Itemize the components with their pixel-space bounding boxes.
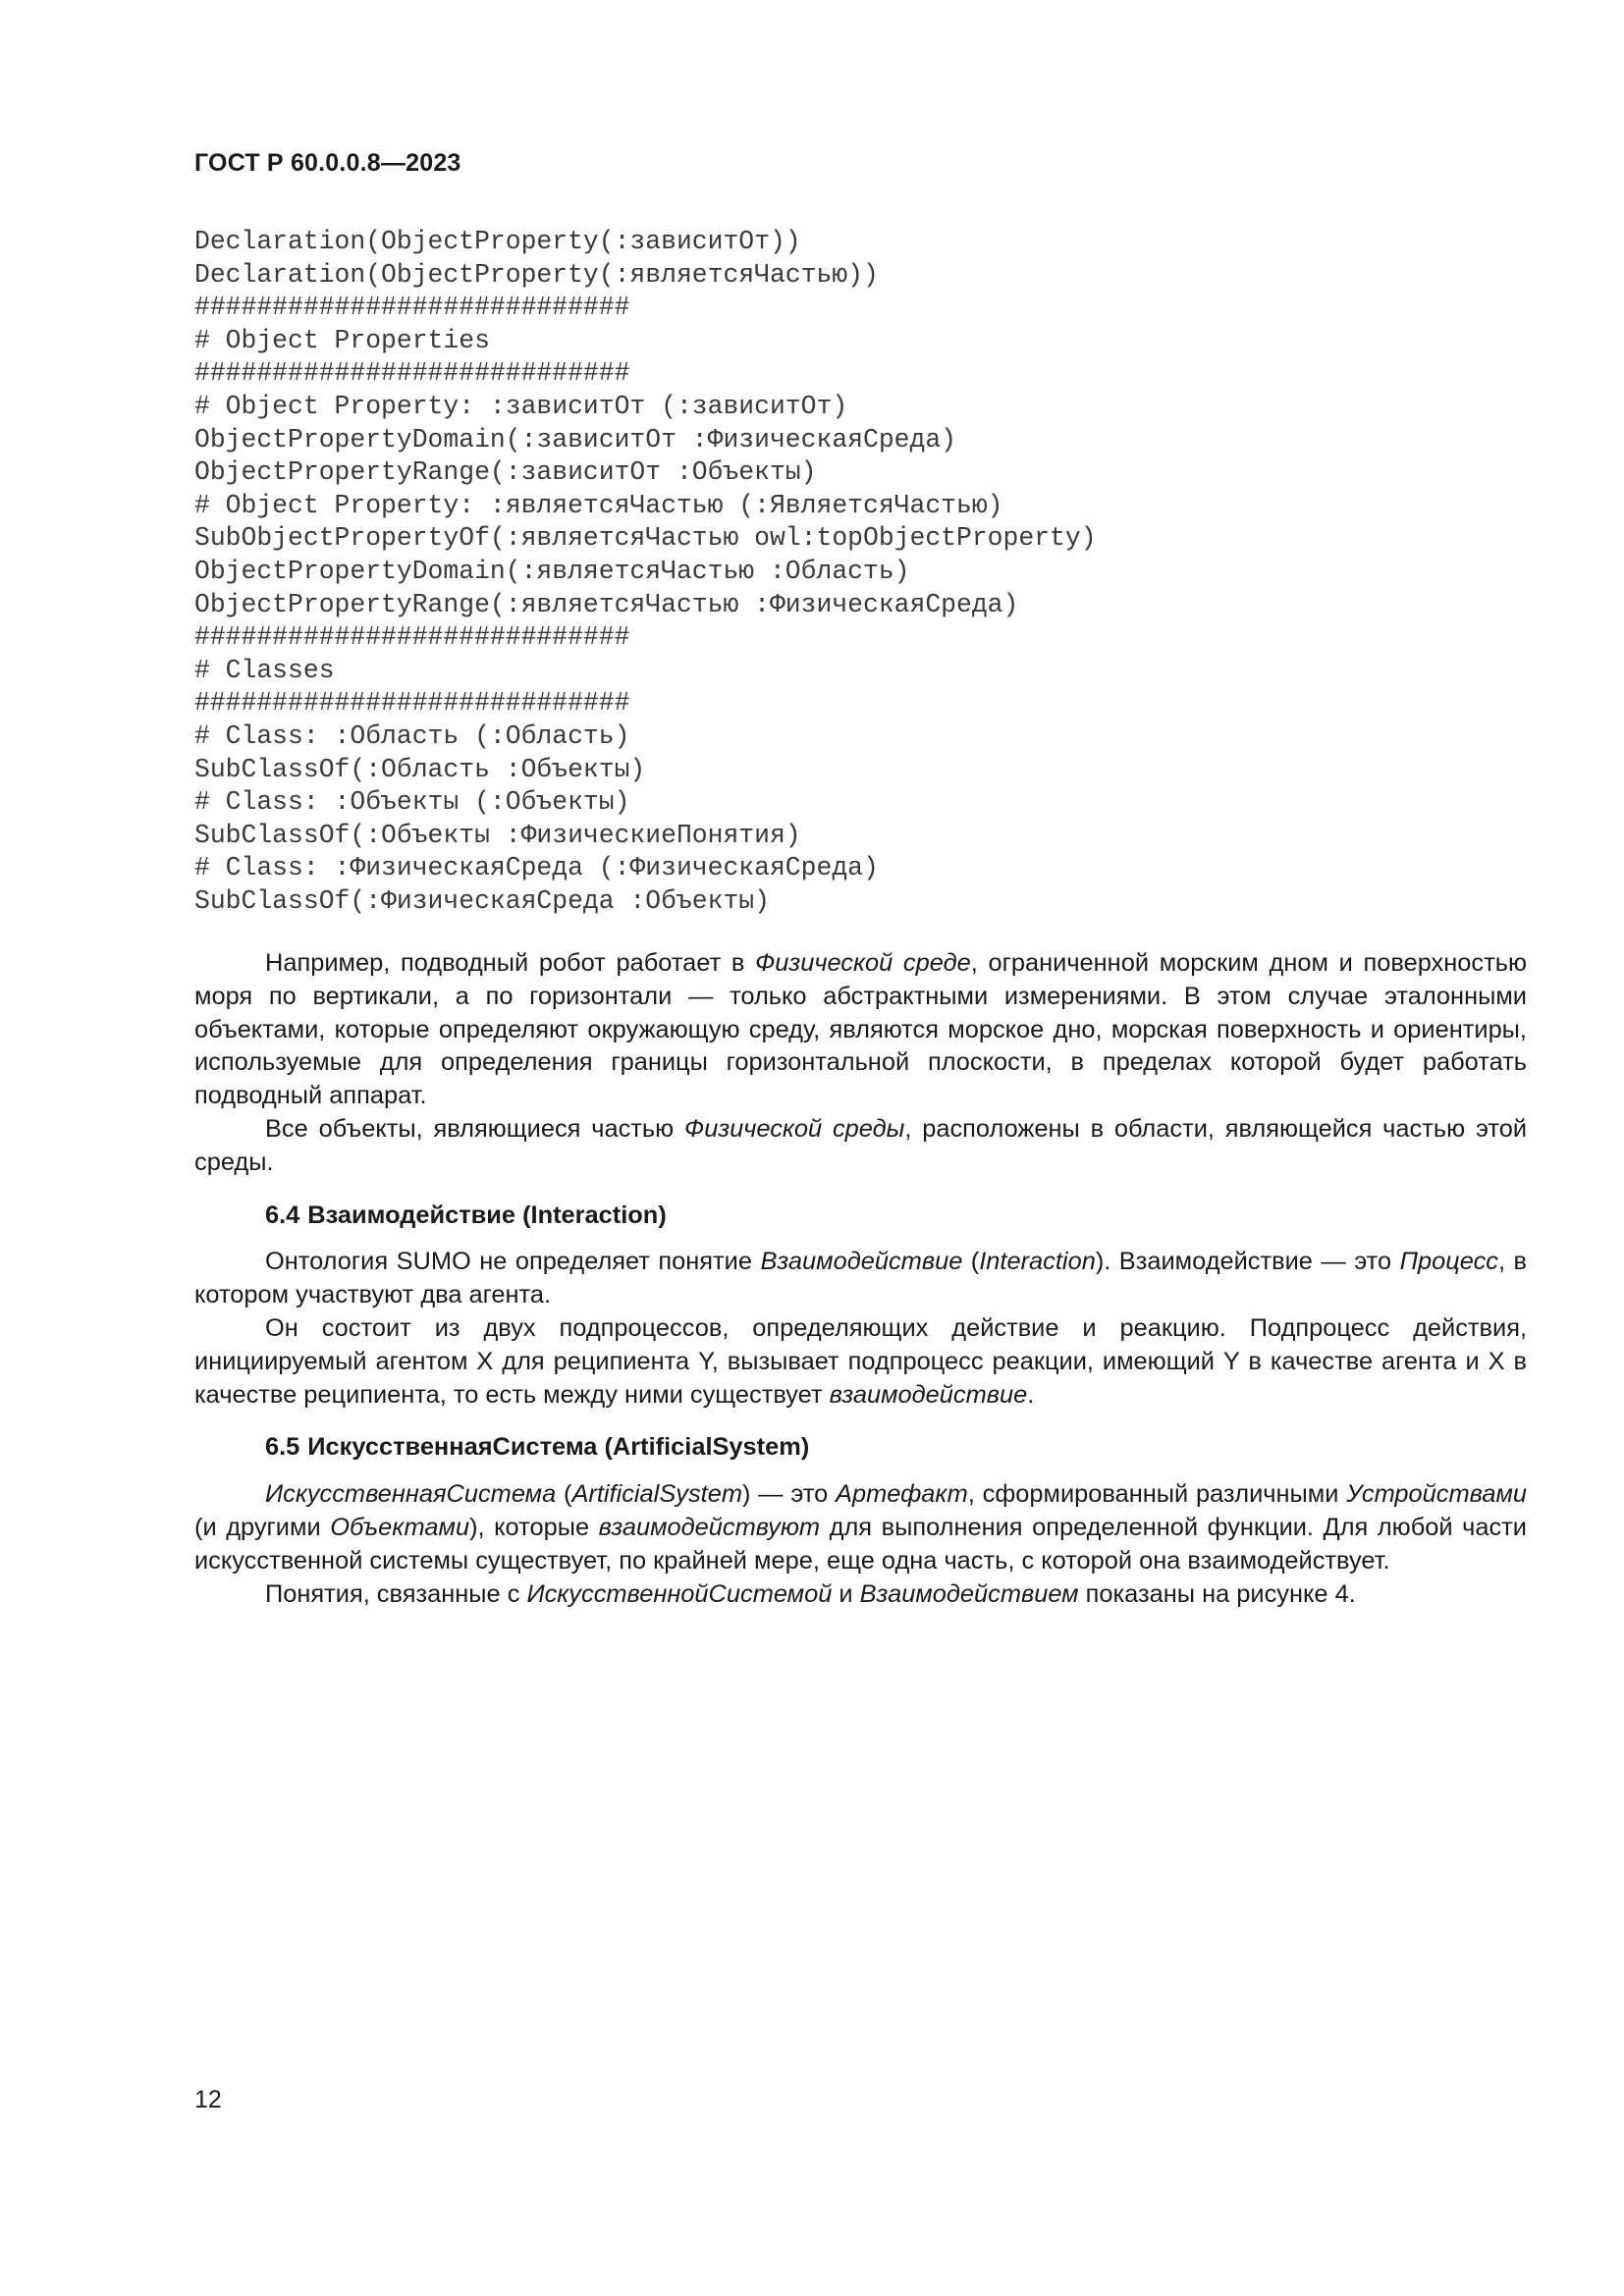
paragraph-underwater-robot: Например, подводный робот работает в Физической среде, ограниченной морским дном и поверхностью моря по вертикали, а по горизонтали — только абстрактными измерениями. В этом случае эталонными объектами, которые определяют окружающую среду, являются морское дно, морская поверхность и ориентиры, используемые для определения границы горизонтальной плоскости, в пределах которой будет работать подводный аппарат. — [194, 949, 1527, 1110]
page-number: 12 — [194, 2086, 222, 2113]
code-line: ############################ — [194, 358, 630, 389]
paragraph-objects-in-region: Все объекты, являющиеся частью Физической среды, расположены в области, являющейся частью этой среды. — [194, 1114, 1527, 1176]
section-heading-6-5: 6.5 ИскусственнаяСистема (ArtificialSystem) — [265, 1433, 810, 1462]
code-line: # Object Properties — [194, 325, 490, 355]
section-heading-6-4: 6.4 Взаимодействие (Interaction) — [265, 1201, 667, 1229]
code-line: ############################ — [194, 688, 630, 719]
code-line: # Class: :ФизическаяСреда (:ФизическаяСреда) — [194, 853, 879, 883]
code-line: SubClassOf(:Область :Объекты) — [194, 754, 646, 784]
paragraph-artificial-system-definition: ИскусственнаяСистема (ArtificialSystem) — это Артефакт, сформированный различными Устройствами (и другими Объектами), которые взаимодействуют для выполнения определенной функции. Для любой части искусственной системы существует, по крайней мере, еще одна часть, с которой она взаимодействует. — [194, 1480, 1527, 1575]
code-line: # Class: :Область (:Область) — [194, 721, 630, 751]
code-line: Declaration(ObjectProperty(:зависитОт)) — [194, 227, 801, 256]
code-line: ObjectPropertyDomain(:являетсяЧастью :Область) — [194, 556, 910, 586]
code-line: SubClassOf(:ФизическаяСреда :Объекты) — [194, 885, 770, 916]
code-line: # Classes — [194, 655, 335, 685]
code-line: # Object Property: :являетсяЧастью (:ЯвляетсяЧастью) — [194, 490, 1003, 520]
paragraph-figure-reference: Понятия, связанные с ИскусственнойСистемой и Взаимодействием показаны на рисунке 4. — [265, 1579, 1356, 1608]
code-line: # Object Property: :зависитОт (:зависитОт) — [194, 391, 848, 421]
code-line: Declaration(ObjectProperty(:являетсяЧастью)) — [194, 259, 879, 290]
code-line: SubObjectPropertyOf(:являетсяЧастью owl:topObjectProperty) — [194, 523, 1097, 554]
code-line: ObjectPropertyRange(:являетсяЧастью :ФизическаяСреда) — [194, 589, 1019, 619]
owl-code-block — [194, 226, 1097, 918]
code-line: ObjectPropertyRange(:зависитОт :Объекты) — [194, 457, 817, 488]
paragraph-interaction-subprocesses: Он состоит из двух подпроцессов, определяющих действие и реакцию. Подпроцесс действия, инициируемый агентом X для реципиента Y, вызывает подпроцесс реакции, имеющий Y в качестве агента и X в качестве реципиента, то есть между ними существует взаимодействие. — [194, 1313, 1527, 1409]
code-line: SubClassOf(:Объекты :ФизическиеПонятия) — [194, 820, 801, 850]
document-header: ГОСТ Р 60.0.0.8—2023 — [194, 149, 461, 177]
body-text — [194, 947, 1527, 1611]
paragraph-interaction-definition: Онтология SUMO не определяет понятие Взаимодействие (Interaction). Взаимодействие — это Процесс, в котором участвуют два агента. — [194, 1248, 1528, 1309]
code-line: ############################ — [194, 622, 630, 653]
code-line: # Class: :Объекты (:Объекты) — [194, 787, 630, 818]
code-line: ObjectPropertyDomain(:зависитОт :ФизическаяСреда) — [194, 424, 957, 454]
code-line: ############################ — [194, 293, 630, 323]
